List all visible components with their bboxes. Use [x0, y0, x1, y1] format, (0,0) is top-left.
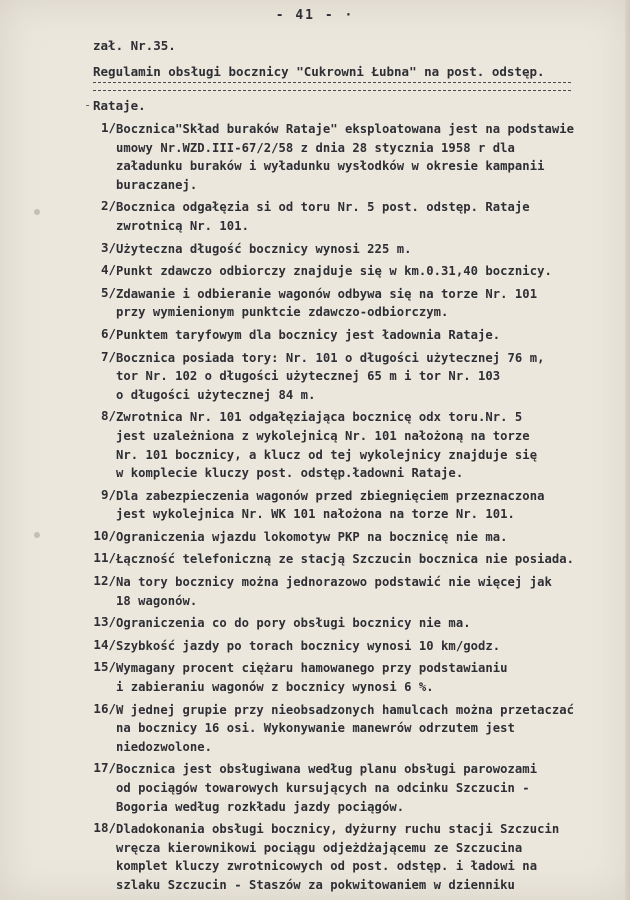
regulation-item — [0, 349, 630, 405]
regulation-item — [0, 408, 630, 482]
item-text-line: Szybkość jazdy po torach bocznicy wynosi 10 km/godz. — [116, 638, 501, 653]
item-number: 18/ — [93, 820, 116, 836]
item-text-line: Na tory bocznicy można jednorazowo podstawić nie więcej jak — [116, 575, 552, 590]
item-number: 10/ — [93, 527, 116, 543]
title-underline — [93, 90, 571, 91]
item-number: 7/ — [100, 348, 116, 364]
item-number: 1/ — [100, 120, 116, 135]
item-text-line: umowy Nr.WZD.III-67/2/58 z dnia 28 stycznia 1958 r dla — [116, 140, 515, 155]
item-number: 13/ — [93, 614, 116, 630]
location-heading: Rataje. — [93, 98, 146, 113]
item-number: 4/ — [100, 262, 116, 278]
regulation-item — [0, 285, 630, 322]
regulation-item — [0, 326, 630, 345]
item-text-line: Łączność telefoniczną ze stacją Szczucin bocznica nie posiada. — [116, 552, 575, 567]
item-text-line: 18 wagonów. — [116, 593, 198, 608]
title-underline — [93, 82, 571, 83]
item-number: 15/ — [93, 659, 116, 675]
item-text-line: zwrotnicą Nr. 101. — [116, 218, 249, 233]
item-text-line: Ograniczenia wjazdu lokomotyw PKP na bocznicę nie ma. — [116, 529, 508, 544]
item-text-line: niedozwolone. — [116, 739, 213, 754]
regulation-item — [0, 487, 630, 524]
margin-dash: - — [84, 98, 92, 112]
page-number: - 41 - · — [275, 8, 355, 23]
regulation-item — [0, 820, 630, 894]
item-text-line: szlaku Szczucin - Staszów za pokwitowaniem w dzienniku — [116, 877, 515, 892]
item-text-line: Dladokonania obsługi bocznicy, dyżurny ruchu stacji Szczucin — [116, 822, 560, 837]
item-text-line: o długości użytecznej 84 m. — [116, 387, 316, 402]
regulation-item — [0, 120, 630, 194]
item-number: 6/ — [100, 325, 116, 341]
item-text-line: Wymagany procent ciężaru hamowanego przy podstawianiu — [116, 661, 508, 676]
regulation-item — [0, 550, 630, 569]
regulation-item — [0, 262, 630, 281]
item-text-line: buraczanej. — [116, 177, 198, 192]
item-text-line: tor Nr. 102 o długości użytecznej 65 m i tor Nr. 103 — [116, 369, 501, 384]
item-text-line: Bocznica"Skład buraków Rataje" eksploatowana jest na podstawie — [116, 122, 575, 136]
item-text-line: Zdawanie i odbieranie wagonów odbywa się na torze Nr. 101 — [116, 286, 538, 301]
item-text-line: Bocznica posiada tory: Nr. 101 o długości użytecznej 76 m, — [116, 350, 545, 365]
regulation-item — [0, 614, 630, 633]
regulation-item — [0, 240, 630, 259]
item-number: 14/ — [93, 636, 116, 652]
item-text-line: Użyteczna długość bocznicy wynosi 225 m. — [116, 241, 412, 256]
item-number: 16/ — [93, 700, 116, 716]
item-text-line: W jednej grupie przy nieobsadzonych hamulcach można przetaczać — [116, 702, 575, 717]
regulation-item — [0, 528, 630, 547]
item-number: 12/ — [93, 573, 116, 589]
item-text-line: wręcza kierownikowi pociągu odjeżdżającemu ze Szczucina — [116, 840, 523, 855]
regulation-item — [0, 659, 630, 696]
attachment-number: zał. Nr.35. — [93, 38, 176, 53]
regulation-item — [0, 198, 630, 235]
item-number: 11/ — [93, 550, 116, 566]
item-text-line: Punkt zdawczo odbiorczy znajduje się w km.0.31,40 bocznicy. — [116, 264, 552, 279]
item-number: 8/ — [100, 408, 116, 424]
item-text-line: jest uzależniona z wykolejnicą Nr. 101 nałożoną na torze — [116, 428, 530, 443]
item-text-line: jest wykolejnica Nr. WK 101 nałożona na torze Nr. 101. — [116, 507, 515, 522]
item-text-line: Nr. 101 bocznicy, a klucz od tej wykolejnicy znajduje się — [116, 447, 538, 462]
item-text-line: w komplecie kluczy post. odstęp.ładowni Rataje. — [116, 466, 464, 481]
item-number: 5/ — [100, 284, 116, 300]
item-text-line: Ograniczenia co do pory obsługi bocznicy nie ma. — [116, 616, 471, 631]
item-text-line: Bocznica odgałęzia si od toru Nr. 5 post. odstęp. Rataje — [116, 200, 530, 215]
item-text-line: Bocznica jest obsługiwana według planu obsługi parowozami — [116, 762, 538, 777]
item-text-line: na bocznicy 16 osi. Wykonywanie manewrów odrzutem jest — [116, 721, 515, 736]
item-text-line: przy wymienionym punktcie zdawczo-odbiorczym. — [116, 305, 449, 320]
item-text-line: Punktem taryfowym dla bocznicy jest ładownia Rataje. — [116, 327, 501, 342]
item-number: 2/ — [100, 198, 116, 214]
item-text-line: i zabieraniu wagonów z bocznicy wynosi 6 %. — [116, 680, 434, 695]
regulation-item — [0, 573, 630, 610]
item-number: 3/ — [100, 239, 116, 255]
item-number: 17/ — [93, 760, 116, 776]
regulation-item — [0, 760, 630, 816]
item-text-line: komplet kluczy zwrotnicowych od post. odstęp. i ładowi na — [116, 859, 538, 874]
regulation-item — [0, 701, 630, 757]
regulation-item — [0, 637, 630, 656]
item-text-line: Dla zabezpieczenia wagonów przed zbiegnięciem przeznaczona — [116, 488, 545, 503]
item-text-line: załadunku buraków i wyładunku wysłodków w okresie kampanii — [116, 159, 545, 174]
item-text-line: Bogoria według rozkładu jazdy pociągów. — [116, 799, 405, 814]
regulation-list — [0, 120, 630, 899]
item-text-line: Zwrotnica Nr. 101 odgałęziająca bocznicę odx toru.Nr. 5 — [116, 410, 523, 425]
document-title: Regulamin obsługi bocznicy "Cukrowni Łubna" na post. odstęp. — [93, 64, 545, 79]
item-text-line: od pociągów towarowych kursujących na odcinku Szczucin - — [116, 781, 530, 795]
item-number: 9/ — [100, 486, 116, 502]
